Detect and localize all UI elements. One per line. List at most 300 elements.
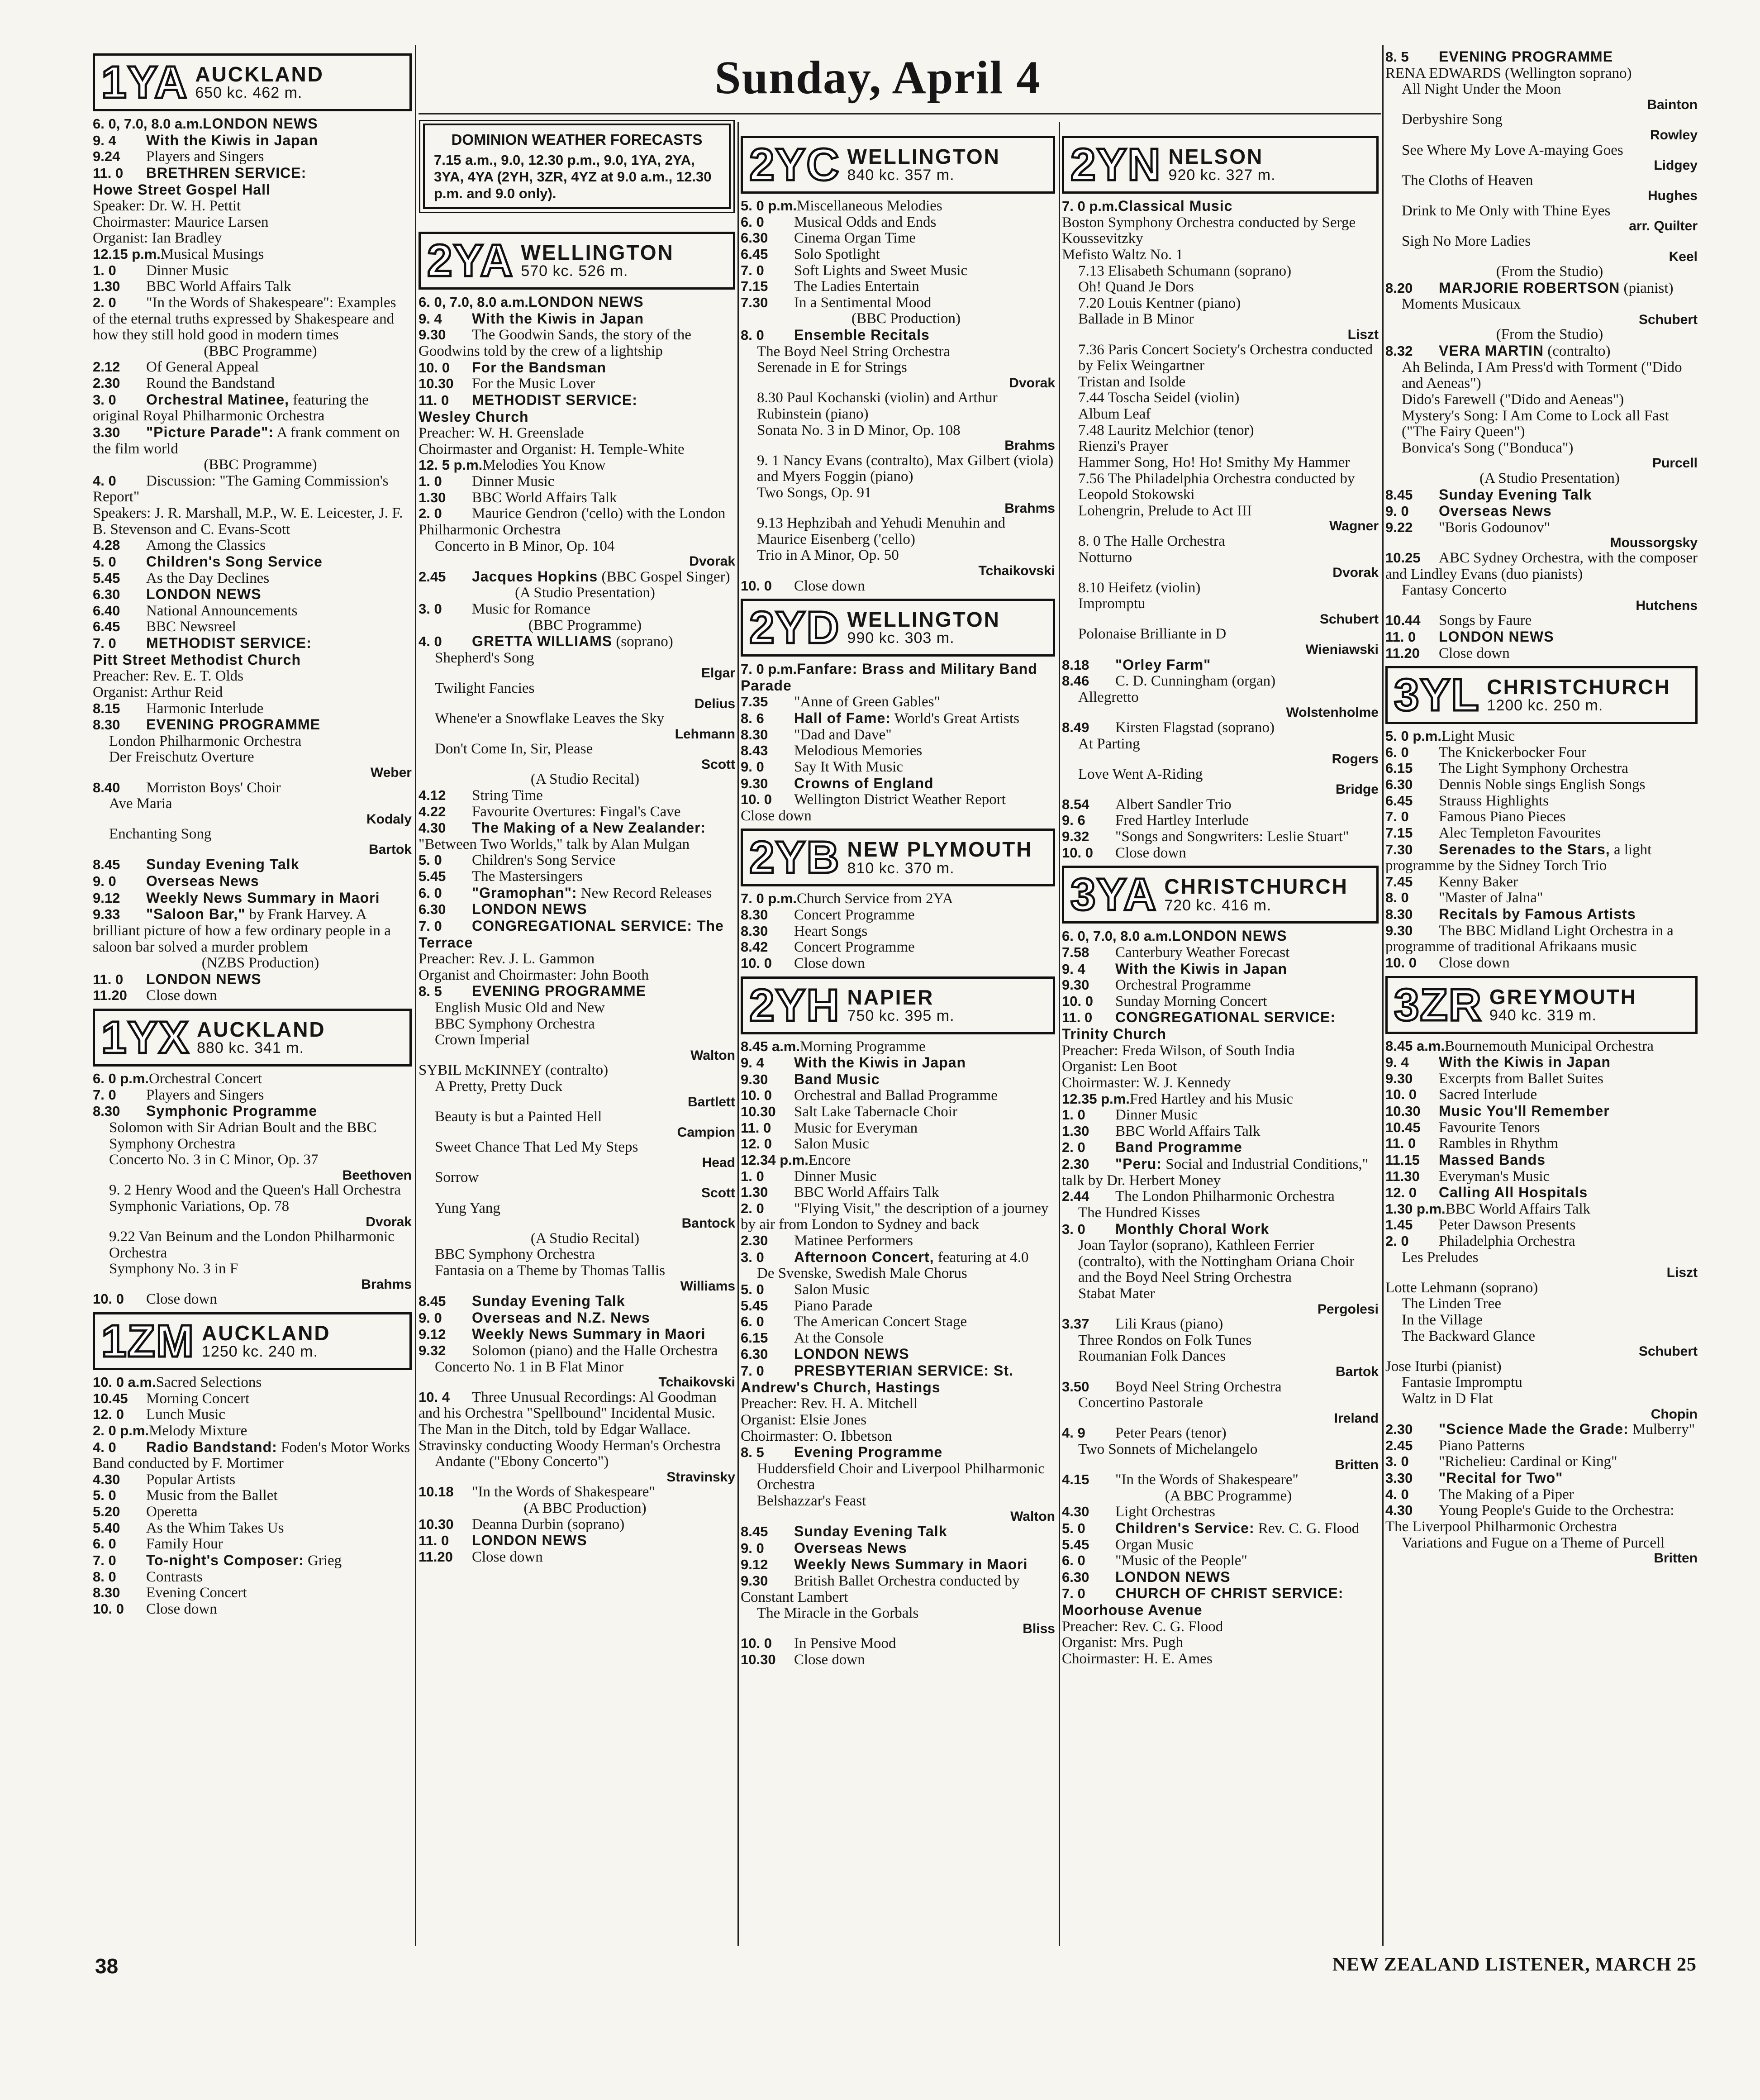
programme-time: 8.18 — [1062, 657, 1089, 673]
programme-entry — [1062, 657, 1379, 674]
programme-detail — [1062, 1348, 1379, 1379]
programme-detail — [93, 1120, 412, 1152]
programme-detail — [419, 618, 735, 634]
programme-time: 9.30 — [741, 775, 768, 791]
detail-text: 9. 2 Henry Wood and the Queen's Hall Orchestra — [109, 1182, 401, 1199]
composer-name: Chopin — [1651, 1406, 1698, 1422]
programme-text: Social and Industrial Conditions," talk by Dr. Herbert Money — [1062, 1156, 1369, 1189]
programme-text: Say It With Music — [794, 758, 903, 775]
programme-entry — [93, 1569, 412, 1586]
programme-time: 9. 0 — [741, 758, 764, 775]
programme-entry — [93, 1423, 412, 1439]
detail-text: Organist: Len Boot — [1062, 1058, 1177, 1075]
composer-name: Bliss — [1023, 1621, 1055, 1636]
programme-text: Dennis Noble sings English Songs — [1439, 776, 1646, 793]
programme-entry — [1385, 1136, 1698, 1152]
programme-title: LONDON NEWS — [146, 586, 262, 603]
programme-time: 5. 0 p.m. — [741, 198, 797, 214]
composer-name: Hutchens — [1636, 598, 1698, 613]
programme-time: 4. 0 — [93, 472, 116, 489]
programme-time: 8.30 — [93, 1585, 120, 1601]
programme-detail — [93, 1261, 412, 1291]
programme-time: 10.30 — [419, 376, 454, 392]
detail-text: Roumanian Folk Dances — [1078, 1348, 1226, 1365]
detail-text: Concertino Pastorale — [1078, 1395, 1203, 1411]
programme-time: 4. 0 — [93, 1439, 116, 1455]
detail-text: Trio in A Minor, Op. 50 — [757, 547, 899, 564]
programme-text: Wellington District Weather Report — [794, 791, 1006, 808]
publication-footer: NEW ZEALAND LISTENER, MARCH 25 — [1332, 1954, 1697, 1975]
programme-time: 2.44 — [1062, 1188, 1089, 1205]
programme-entry — [1385, 793, 1698, 810]
programme-time: 5.45 — [741, 1297, 768, 1314]
programme-entry — [93, 1407, 412, 1423]
programme-time: 6. 0 p.m. — [93, 1071, 149, 1086]
detail-text: Impromptu — [1078, 595, 1146, 612]
programme-entry — [741, 1524, 1055, 1540]
programme-title: Recitals by Famous Artists — [1439, 906, 1636, 922]
programme-text: The BBC Midland Light Orchestra in a programme of traditional Afrikaans music — [1385, 922, 1674, 955]
programme-text: Mulberry" — [1632, 1421, 1695, 1438]
programme-entry — [741, 1071, 1055, 1088]
station-info — [847, 838, 1033, 876]
programme-text: Light Orchestras — [1115, 1504, 1215, 1520]
programme-entry — [1385, 1217, 1698, 1233]
programme-text: "Music of the People" — [1115, 1552, 1247, 1569]
programme-detail — [1062, 767, 1379, 797]
station-header — [741, 829, 1055, 886]
programme-text: BBC World Affairs Talk — [146, 278, 291, 295]
programme-time: 7. 0 — [93, 1552, 116, 1568]
detail-text: Der Freischutz Overture — [109, 749, 254, 766]
programme-detail — [1062, 247, 1379, 263]
programme-entry — [741, 1088, 1055, 1104]
programme-text: Close down — [794, 577, 865, 594]
programme-entry — [1385, 1152, 1698, 1169]
detail-text: Howe Street Gospel Hall — [93, 181, 271, 198]
programme-time: 3. 0 — [1062, 1221, 1085, 1237]
programme-detail — [741, 1605, 1055, 1636]
programme-detail — [1385, 408, 1698, 440]
programme-entry — [419, 360, 735, 376]
detail-text: Speakers: J. R. Marshall, M.P., W. E. Leicester, J. F. B. Stevenson and C. Evans-Scott — [93, 505, 403, 538]
programme-text: Close down — [146, 1291, 217, 1308]
programme-detail — [1062, 423, 1379, 439]
composer-name: Pergolesi — [1317, 1301, 1379, 1317]
programme-time: 9.12 — [419, 1326, 446, 1343]
programme-title: "Picture Parade": — [146, 424, 274, 440]
programme-time: 9. 4 — [1385, 1054, 1409, 1071]
detail-text: Organist: Arthur Reid — [93, 684, 223, 700]
programme-time: 10. 0 — [741, 577, 772, 594]
programme-entry — [1385, 1487, 1698, 1503]
station-header — [741, 599, 1055, 657]
programme-text: Musical Musings — [160, 246, 264, 262]
programme-entry — [419, 457, 735, 474]
programme-entry — [741, 694, 1055, 710]
station-frequency: 1200 kc. 250 m. — [1487, 697, 1603, 714]
detail-text: 8. 0 The Halle Orchestra — [1078, 533, 1225, 549]
programme-time: 3. 0 — [741, 1249, 764, 1265]
programme-text: The Light Symphony Orchestra — [1439, 760, 1628, 777]
programme-time: 9.30 — [1062, 977, 1089, 993]
programme-title: Afternoon Concert, — [794, 1248, 934, 1265]
programme-detail — [1385, 203, 1698, 233]
programme-time: 10. 0 — [1062, 993, 1093, 1009]
programme-entry — [1062, 977, 1379, 994]
detail-text: The Miracle in the Gorbals — [757, 1605, 919, 1622]
programme-entry — [419, 474, 735, 490]
programme-time: 2.30 — [1062, 1156, 1089, 1172]
programme-detail — [1062, 374, 1379, 390]
programme-detail — [93, 182, 412, 199]
programme-text: Bournemouth Municipal Orchestra — [1444, 1038, 1654, 1054]
composer-name: Dvorak — [1009, 375, 1055, 390]
programme-detail — [1385, 112, 1698, 142]
detail-text: 7.20 Louis Kentner (piano) — [1078, 295, 1241, 311]
programme-text: (pianist) — [1623, 280, 1674, 296]
programme-entry — [741, 1104, 1055, 1120]
programme-entry — [1385, 1169, 1698, 1185]
station-frequency: 720 kc. 416 m. — [1164, 896, 1272, 914]
programme-time: 6.30 — [741, 1346, 768, 1362]
programme-entry — [93, 149, 412, 165]
programme-detail — [419, 1000, 735, 1016]
programme-detail — [419, 538, 735, 569]
programme-title: "Gramophan": — [472, 884, 577, 901]
programme-time: 7. 0 — [741, 262, 764, 278]
programme-time: 10.45 — [93, 1390, 128, 1406]
programme-time: 2. 0 — [1385, 1233, 1409, 1249]
programme-detail — [741, 1396, 1055, 1412]
programme-title: LONDON NEWS — [146, 971, 262, 987]
programme-time: 1. 0 — [419, 473, 442, 490]
programme-entry — [93, 359, 412, 376]
programme-text: Sacred Interlude — [1439, 1086, 1537, 1103]
programme-entry — [741, 1444, 1055, 1461]
programme-detail — [741, 808, 1055, 824]
detail-text: Tristan and Isolde — [1078, 373, 1186, 390]
detail-text: The Backward Glance — [1402, 1328, 1536, 1344]
programme-detail — [419, 585, 735, 601]
programme-entry — [1062, 845, 1379, 862]
programme-time: 1. 0 — [741, 1168, 764, 1184]
programme-detail — [741, 1266, 1055, 1282]
programme-time: 9.33 — [93, 906, 120, 923]
programme-title: Fanfare: Brass and Military Band Parade — [741, 661, 1037, 694]
programme-text: Cinema Organ Time — [794, 230, 916, 247]
station-info — [521, 242, 674, 280]
programme-entry — [1385, 487, 1698, 504]
programme-entry — [1062, 1569, 1379, 1586]
detail-text: Jose Iturbi (pianist) — [1385, 1358, 1502, 1375]
programme-entry — [1385, 1103, 1698, 1120]
detail-text: Sorrow — [435, 1169, 479, 1186]
composer-name: Rogers — [1332, 752, 1379, 767]
programme-title: With the Kiwis in Japan — [146, 132, 319, 148]
detail-text: At Parting — [1078, 735, 1140, 752]
programme-text: Lunch Music — [146, 1406, 226, 1423]
programme-detail — [1385, 471, 1698, 487]
programme-entry — [1062, 1221, 1379, 1238]
detail-text: SYBIL McKINNEY (contralto) — [419, 1062, 609, 1079]
programme-entry — [1385, 1233, 1698, 1250]
programme-entry — [1062, 1425, 1379, 1442]
programme-text: The Making of a Piper — [1439, 1486, 1574, 1503]
programme-entry — [741, 1233, 1055, 1249]
programme-time: 11. 0 — [93, 971, 124, 987]
programme-time: 9. 4 — [741, 1055, 764, 1071]
programme-text: "Master of Jalna" — [1439, 890, 1543, 906]
programme-time: 8.45 a.m. — [741, 1038, 800, 1054]
detail-text: Mystery's Song: I Am Come to Lock all Fast ("The Fairy Queen") — [1402, 407, 1669, 440]
programme-entry — [93, 1291, 412, 1308]
programme-text: Sunday Morning Concert — [1115, 993, 1267, 1010]
programme-title: EVENING PROGRAMME — [146, 716, 321, 733]
detail-text: Preacher: Rev. J. L. Gammon — [419, 951, 595, 967]
programme-entry — [741, 661, 1055, 694]
programme-title: Sunday Evening Talk — [794, 1523, 947, 1540]
programme-entry — [419, 1343, 735, 1359]
programme-title: VERA MARTIN — [1439, 343, 1544, 359]
programme-title: LONDON NEWS — [472, 901, 587, 918]
programme-entry — [419, 327, 735, 359]
composer-name: Ireland — [1334, 1410, 1379, 1426]
detail-text: (BBC Programme) — [204, 457, 317, 473]
programme-detail — [93, 1229, 412, 1261]
programme-entry — [1062, 720, 1379, 736]
programme-title: GRETTA WILLIAMS — [472, 633, 613, 650]
programme-time: 5.40 — [93, 1519, 120, 1536]
programme-entry — [1385, 520, 1698, 536]
detail-text: Huddersfield Choir and Liverpool Philharmonic Orchestra — [757, 1460, 1045, 1493]
programme-text: BBC World Affairs Talk — [472, 489, 617, 506]
detail-text: (BBC Production) — [851, 310, 961, 327]
programme-text: Canterbury Weather Forecast — [1115, 944, 1290, 961]
programme-title: "Orley Farm" — [1115, 656, 1211, 673]
programme-entry — [741, 956, 1055, 972]
programme-detail — [741, 515, 1055, 548]
programme-time: 6.30 — [419, 901, 446, 918]
programme-text: British Ballet Orchestra conducted by Constant Lambert — [741, 1573, 1020, 1605]
station-callsign: 2YC — [749, 139, 840, 190]
programme-title: Calling All Hospitals — [1439, 1184, 1588, 1201]
composer-name: Walton — [1010, 1509, 1055, 1524]
programme-time: 10.30 — [741, 1104, 776, 1119]
programme-entry — [93, 116, 412, 133]
programme-entry — [741, 792, 1055, 808]
programme-time: 5.20 — [93, 1504, 120, 1519]
composer-name: Lehmann — [675, 726, 735, 742]
station-info — [1489, 986, 1637, 1024]
programme-time: 12. 0 — [93, 1406, 124, 1423]
programme-entry — [741, 1249, 1055, 1266]
programme-detail — [1385, 1250, 1698, 1280]
programme-title: With the Kiwis in Japan — [1115, 960, 1288, 977]
programme-entry — [1385, 1120, 1698, 1136]
detail-text: English Music Old and New — [435, 1000, 605, 1016]
programme-entry — [1385, 613, 1698, 629]
programme-time: 6.30 — [93, 586, 120, 603]
programme-text: Alec Templeton Favourites — [1439, 824, 1601, 841]
programme-title: Band Music — [794, 1071, 880, 1087]
programme-time: 9.32 — [419, 1342, 446, 1358]
programme-entry — [1062, 1316, 1379, 1333]
composer-name: Bainton — [1647, 97, 1698, 112]
station-info — [202, 1322, 331, 1360]
programme-time: 5. 0 — [1062, 1520, 1085, 1536]
programme-text: Close down — [472, 1548, 543, 1565]
programme-time: 3.30 — [1385, 1470, 1413, 1486]
programme-title: BRETHREN SERVICE: — [146, 164, 307, 181]
station-callsign: 2YB — [749, 832, 840, 883]
programme-text: Heart Songs — [794, 923, 868, 939]
detail-text: The Boyd Neel String Orchestra — [757, 343, 951, 360]
programme-entry — [1385, 280, 1698, 297]
detail-text: (From the Studio) — [1496, 263, 1603, 280]
programme-text: Close down — [146, 1600, 217, 1617]
programme-entry — [1062, 673, 1379, 690]
programme-detail — [1062, 626, 1379, 657]
weather-title: DOMINION WEATHER FORECASTS — [451, 131, 703, 148]
weather-forecast-box — [423, 124, 731, 209]
programme-detail — [93, 198, 412, 214]
programme-time: 6.45 — [93, 619, 120, 635]
programme-detail — [1062, 1488, 1379, 1505]
detail-text: Organist and Choirmaster: John Booth — [419, 967, 649, 983]
programme-entry — [93, 586, 412, 603]
detail-text: Twilight Fancies — [435, 680, 535, 696]
detail-text: Choirmaster: O. Ibbetson — [741, 1428, 892, 1444]
detail-text: Concerto in B Minor, Op. 104 — [435, 538, 615, 554]
programme-entry — [741, 1152, 1055, 1169]
programme-entry — [1062, 1504, 1379, 1520]
programme-detail — [1385, 173, 1698, 203]
programme-entry — [1385, 550, 1698, 582]
programme-text: Salon Music — [794, 1281, 869, 1298]
programme-text: Orchestral and Ballad Programme — [794, 1087, 998, 1104]
programme-detail — [93, 733, 412, 750]
programme-text: Rev. C. G. Flood — [1258, 1520, 1360, 1537]
programme-detail — [419, 1032, 735, 1062]
programme-entry — [1385, 890, 1698, 906]
programme-entry — [1062, 1189, 1379, 1205]
detail-text: Two Sonnets of Michelangelo — [1078, 1441, 1258, 1457]
detail-text: Crown Imperial — [435, 1032, 530, 1048]
composer-name: Tchaikovski — [978, 563, 1055, 578]
programme-title: Monthly Choral Work — [1115, 1220, 1270, 1237]
programme-time: 9.12 — [93, 890, 120, 906]
station-callsign: 3YL — [1394, 670, 1480, 721]
detail-text: Stabat Mater — [1078, 1286, 1155, 1302]
programme-entry — [419, 1517, 735, 1533]
programme-text: BBC Newsreel — [146, 619, 236, 635]
programme-entry — [741, 263, 1055, 279]
programme-text: "Richelieu: Cardinal or King" — [1439, 1453, 1617, 1470]
programme-text: Music for Everyman — [794, 1119, 918, 1136]
programme-time: 10.25 — [1385, 549, 1421, 566]
programme-time: 8. 0 — [93, 1568, 116, 1585]
programme-text: Deanna Durbin (soprano) — [472, 1516, 625, 1533]
programme-text: Rambles in Rhythm — [1439, 1135, 1558, 1152]
programme-detail — [419, 1109, 735, 1139]
programme-title: METHODIST SERVICE: — [146, 635, 312, 651]
programme-entry — [1385, 1470, 1698, 1487]
station-frequency: 1250 kc. 240 m. — [202, 1343, 318, 1361]
programme-entry — [419, 788, 735, 804]
programme-entry — [741, 1330, 1055, 1347]
programme-detail — [741, 390, 1055, 422]
programme-time: 9.30 — [419, 327, 446, 343]
programme-text: New Record Releases — [580, 885, 712, 901]
programme-entry — [741, 214, 1055, 231]
programme-time: 6. 0, 7.0, 8.0 a.m. — [419, 294, 528, 310]
composer-name: Stravinsky — [666, 1469, 735, 1485]
programme-title: Hall of Fame: — [794, 710, 891, 726]
programme-time: 11. 0 — [741, 1119, 771, 1136]
station-header — [741, 136, 1055, 194]
programme-time: 12. 5 p.m. — [419, 457, 483, 473]
programme-detail — [741, 485, 1055, 515]
programme-entry — [93, 857, 412, 873]
programme-detail — [1062, 596, 1379, 626]
detail-text: A Pretty, Pretty Duck — [435, 1078, 562, 1095]
programme-text: Piano Parade — [794, 1297, 873, 1314]
detail-text: The Linden Tree — [1402, 1295, 1501, 1312]
programme-text: Harmonic Interlude — [146, 700, 264, 717]
programme-text: Evening Concert — [146, 1585, 247, 1601]
programme-time: 4.28 — [93, 537, 120, 553]
programme-text: Boyd Neel String Orchestra — [1115, 1378, 1282, 1395]
programme-detail — [1385, 440, 1698, 471]
composer-name: Tchaikovski — [658, 1375, 735, 1390]
programme-text: Concert Programme — [794, 907, 915, 923]
programme-text: The London Philharmonic Orchestra — [1115, 1188, 1335, 1205]
programme-time: 7. 0 — [419, 918, 442, 934]
programme-time: 2. 0 — [419, 505, 442, 522]
station-name: WELLINGTON — [847, 608, 1000, 632]
programme-detail — [1062, 1205, 1379, 1221]
station-name: AUCKLAND — [197, 1018, 326, 1041]
programme-entry — [419, 392, 735, 409]
detail-text: Wesley Church — [419, 408, 529, 425]
programme-time: 10. 0 — [93, 1600, 124, 1617]
programme-time: 1.30 — [93, 278, 120, 295]
programme-time: 2. 0 — [93, 294, 116, 310]
programme-time: 8.30 — [1385, 906, 1413, 922]
station-frequency: 920 kc. 327 m. — [1168, 167, 1276, 184]
programme-detail — [419, 1016, 735, 1033]
programme-title: LONDON NEWS — [1172, 928, 1287, 944]
programme-entry — [741, 924, 1055, 940]
station-name: AUCKLAND — [195, 62, 324, 86]
programme-detail — [1385, 392, 1698, 408]
station-callsign: 2YH — [749, 980, 840, 1031]
programme-entry — [419, 569, 735, 586]
detail-text: BBC Symphony Orchestra — [435, 1246, 595, 1263]
programme-entry — [1062, 829, 1379, 845]
detail-text: Dido's Farewell ("Dido and Aeneas") — [1402, 391, 1624, 408]
programme-detail — [1385, 536, 1698, 550]
programme-time: 1. 0 — [93, 262, 116, 278]
programme-detail — [93, 1152, 412, 1182]
programme-title: EVENING PROGRAMME — [1439, 49, 1613, 65]
programme-title: With the Kiwis in Japan — [472, 310, 644, 327]
programme-detail — [1385, 264, 1698, 280]
programme-entry — [741, 198, 1055, 214]
programme-time: 11. 0 — [1385, 629, 1416, 645]
station-callsign: 1YX — [101, 1012, 190, 1063]
